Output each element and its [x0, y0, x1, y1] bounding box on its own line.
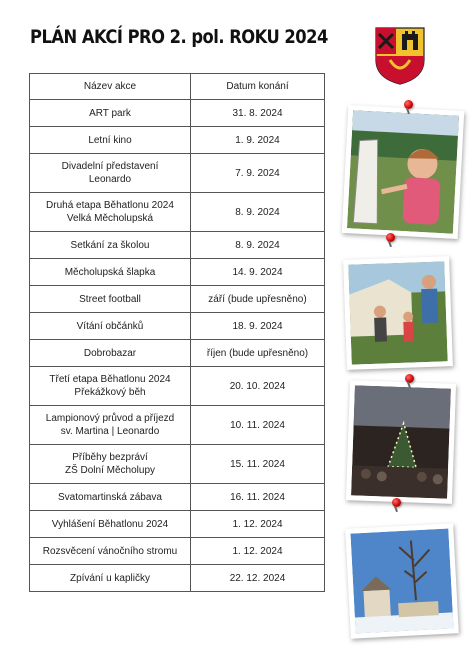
header-event-date: Datum konání	[191, 74, 325, 100]
event-name-cell: Street football	[30, 286, 191, 313]
table-row	[30, 259, 325, 286]
event-date-cell: 22. 12. 2024	[191, 565, 325, 592]
table-row	[30, 538, 325, 565]
event-name-cell: Divadelní představení Leonardo	[30, 154, 191, 193]
pushpin-icon	[404, 100, 413, 109]
pushpin-icon	[392, 498, 401, 507]
event-date-cell: 1. 9. 2024	[191, 127, 325, 154]
header-event-name: Název akce	[30, 74, 191, 100]
event-date-cell: 31. 8. 2024	[191, 100, 325, 127]
events-table	[29, 73, 325, 592]
chapel-winter-image	[350, 529, 453, 634]
municipal-crest-logo	[374, 26, 426, 86]
page-title: PLÁN AKCÍ PRO 2. pol. ROKU 2024	[30, 26, 328, 48]
pushpin-icon	[386, 233, 395, 242]
event-name-cell: Setkání za školou	[30, 232, 191, 259]
event-name-cell: ART park	[30, 100, 191, 127]
table-row	[30, 445, 325, 484]
table-row	[30, 127, 325, 154]
event-date-cell: říjen (bude upřesněno)	[191, 340, 325, 367]
table-row	[30, 484, 325, 511]
table-row	[30, 193, 325, 232]
event-name-cell: Příběhy bezpráví ZŠ Dolní Měcholupy	[30, 445, 191, 484]
event-date-cell: 14. 9. 2024	[191, 259, 325, 286]
event-date-cell: 15. 11. 2024	[191, 445, 325, 484]
christmas-tree-night-photo	[346, 380, 456, 504]
outdoor-art-workshop-photo	[343, 256, 453, 370]
child-painting-image	[347, 110, 459, 233]
event-name-cell: Rozsvěcení vánočního stromu	[30, 538, 191, 565]
christmas-tree-image	[351, 385, 451, 498]
event-date-cell: 8. 9. 2024	[191, 193, 325, 232]
table-row	[30, 154, 325, 193]
event-name-cell: Vítání občánků	[30, 313, 191, 340]
pushpin-icon	[405, 374, 414, 383]
event-name-cell: Třetí etapa Běhatlonu 2024 Překážkový běh	[30, 367, 191, 406]
chapel-winter-photo	[345, 523, 459, 639]
event-name-cell: Letní kino	[30, 127, 191, 154]
table-row	[30, 232, 325, 259]
art-workshop-image	[348, 261, 447, 364]
event-date-cell: 18. 9. 2024	[191, 313, 325, 340]
child-painting-photo	[342, 105, 465, 239]
table-row	[30, 367, 325, 406]
table-row	[30, 340, 325, 367]
event-name-cell: Lampionový průvod a příjezd sv. Martina | Leonardo	[30, 406, 191, 445]
table-row	[30, 313, 325, 340]
event-date-cell: 10. 11. 2024	[191, 406, 325, 445]
event-name-cell: Měcholupská šlapka	[30, 259, 191, 286]
table-header-row	[30, 74, 325, 100]
event-date-cell: 1. 12. 2024	[191, 511, 325, 538]
event-date-cell: září (bude upřesněno)	[191, 286, 325, 313]
event-date-cell: 8. 9. 2024	[191, 232, 325, 259]
table-row	[30, 100, 325, 127]
event-name-cell: Dobrobazar	[30, 340, 191, 367]
event-date-cell: 20. 10. 2024	[191, 367, 325, 406]
event-name-cell: Svatomartinská zábava	[30, 484, 191, 511]
table-row	[30, 406, 325, 445]
table-row	[30, 511, 325, 538]
table-row	[30, 565, 325, 592]
event-name-cell: Druhá etapa Běhatlonu 2024 Velká Měcholupská	[30, 193, 191, 232]
event-name-cell: Zpívání u kapličky	[30, 565, 191, 592]
event-date-cell: 7. 9. 2024	[191, 154, 325, 193]
event-date-cell: 16. 11. 2024	[191, 484, 325, 511]
table-row	[30, 286, 325, 313]
event-date-cell: 1. 12. 2024	[191, 538, 325, 565]
event-name-cell: Vyhlášení Běhatlonu 2024	[30, 511, 191, 538]
